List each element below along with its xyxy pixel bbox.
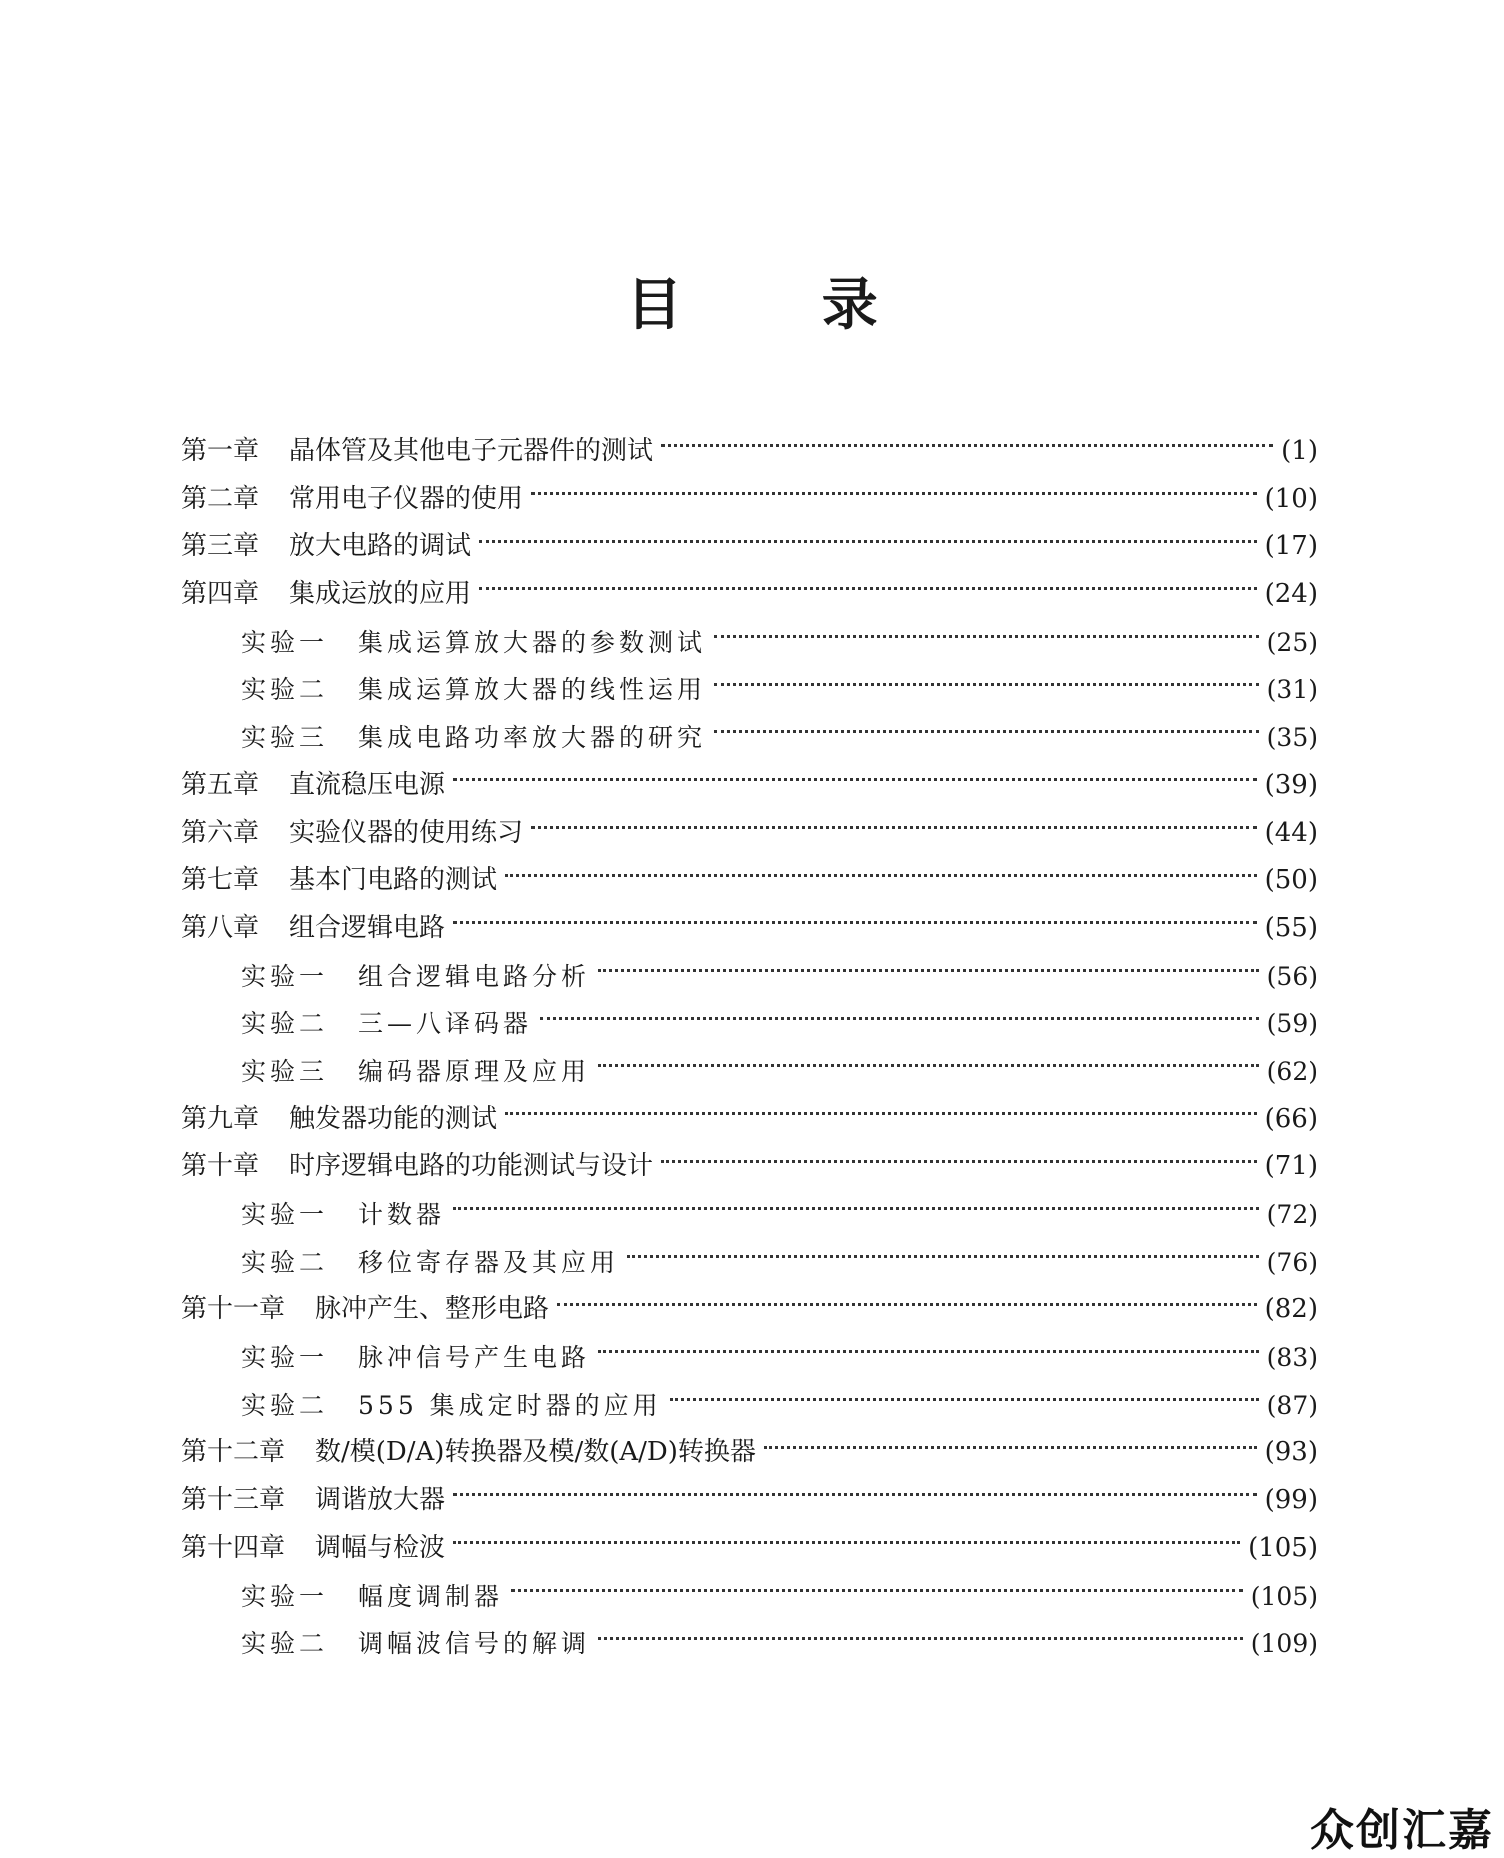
- toc-entry-number: 实验一: [241, 1200, 329, 1229]
- toc-entry-title: 直流稳压电源: [289, 769, 446, 800]
- toc-entry-number: 第一章: [181, 436, 260, 466]
- toc-entry-number: 第二章: [181, 483, 260, 514]
- toc-dot-leader: [714, 730, 1259, 733]
- toc-entry-number: 第三章: [181, 531, 260, 562]
- toc-chapter-entry[interactable]: [181, 1429, 1318, 1477]
- toc-chapter-entry[interactable]: [181, 1525, 1318, 1573]
- toc-entry-number: 实验二: [241, 1247, 329, 1277]
- toc-entry-title: 555 集成定时器的应用: [358, 1390, 662, 1420]
- toc-entry-number: 实验一: [241, 627, 329, 657]
- toc-entry-number: 第五章: [181, 769, 260, 800]
- toc-page-number: (109): [1250, 1629, 1318, 1659]
- toc-page-number: (71): [1264, 1151, 1318, 1182]
- toc-dot-leader: [479, 540, 1257, 543]
- toc-dot-leader: [557, 1303, 1257, 1306]
- toc-entry-title: 计数器: [358, 1200, 446, 1229]
- toc-dot-leader: [479, 587, 1257, 590]
- toc-dot-leader: [505, 874, 1257, 877]
- toc-dot-leader: [598, 1350, 1259, 1353]
- toc-entry-title: 组合逻辑电路: [289, 912, 446, 943]
- toc-dot-leader: [598, 1064, 1259, 1067]
- toc-chapter-entry[interactable]: [181, 905, 1318, 953]
- toc-page-number: (39): [1264, 769, 1318, 800]
- toc-entry-title: 放大电路的调试: [289, 531, 472, 562]
- toc-chapter-entry[interactable]: [181, 1477, 1318, 1525]
- toc-entry-title: 基本门电路的测试: [289, 865, 498, 896]
- toc-page-number: (35): [1266, 723, 1318, 753]
- toc-page-number: (24): [1264, 579, 1318, 610]
- toc-subentry[interactable]: [181, 619, 1318, 667]
- toc-entry-title: 幅度调制器: [358, 1581, 504, 1611]
- toc-dot-leader: [531, 492, 1257, 495]
- toc-page-number: (87): [1266, 1390, 1318, 1420]
- toc-entry-number: 第九章: [181, 1103, 260, 1134]
- toc-entry-title: 调幅与检波: [315, 1532, 446, 1563]
- toc-chapter-entry[interactable]: [181, 857, 1318, 905]
- toc-page-number: (10): [1264, 483, 1318, 514]
- toc-dot-leader: [661, 444, 1273, 447]
- toc-entry-title: 常用电子仪器的使用: [289, 483, 524, 514]
- toc-chapter-entry[interactable]: [181, 571, 1318, 619]
- toc-entry-number: 实验二: [241, 1390, 329, 1420]
- toc-entry-number: 第八章: [181, 912, 260, 943]
- toc-entry-title: 三—八译码器: [358, 1009, 533, 1039]
- toc-dot-leader: [627, 1255, 1259, 1258]
- toc-chapter-entry[interactable]: [181, 1286, 1318, 1334]
- toc-entry-number: 实验一: [241, 1581, 329, 1611]
- toc-chapter-entry[interactable]: [181, 523, 1318, 571]
- toc-page-number: (76): [1266, 1247, 1318, 1277]
- toc-dot-leader: [714, 683, 1259, 686]
- toc-dot-leader: [661, 1160, 1257, 1163]
- toc-page-number: (105): [1250, 1581, 1318, 1611]
- toc-entry-title: 集成运放的应用: [289, 579, 472, 610]
- page-title: 目 录: [626, 272, 938, 338]
- toc-dot-leader: [670, 1398, 1259, 1401]
- toc-entry-title: 脉冲产生、整形电路: [315, 1294, 550, 1325]
- toc-page-number: (31): [1266, 675, 1318, 705]
- toc-page-number: (50): [1264, 865, 1318, 896]
- toc-entry-title: 编码器原理及应用: [358, 1056, 591, 1086]
- toc-dot-leader: [714, 635, 1259, 638]
- toc-page-number: (105): [1248, 1532, 1318, 1563]
- toc-page-number: (55): [1264, 912, 1318, 943]
- toc-subentry[interactable]: [181, 1048, 1318, 1096]
- toc-entry-number: 实验一: [241, 1343, 329, 1373]
- toc-dot-leader: [505, 1112, 1257, 1115]
- toc-page-number: (82): [1264, 1294, 1318, 1325]
- toc-subentry[interactable]: [181, 1191, 1318, 1239]
- toc-dot-leader: [764, 1446, 1257, 1449]
- toc-page-number: (66): [1264, 1103, 1318, 1134]
- toc-entry-title: 集成运算放大器的参数测试: [358, 627, 707, 657]
- toc-entry-title: 调幅波信号的解调: [358, 1629, 591, 1659]
- toc-chapter-entry[interactable]: [181, 476, 1318, 524]
- toc-chapter-entry[interactable]: [181, 762, 1318, 810]
- toc-entry-title: 晶体管及其他电子元器件的测试: [289, 436, 654, 466]
- toc-entry-number: 第十四章: [181, 1532, 286, 1563]
- toc-entry-number: 实验三: [241, 1056, 329, 1086]
- toc-dot-leader: [540, 1017, 1259, 1020]
- toc-page-number: (1): [1281, 436, 1318, 466]
- toc-entry-number: 实验三: [241, 723, 329, 753]
- toc-page-number: (83): [1266, 1343, 1318, 1373]
- toc-chapter-entry[interactable]: [181, 1096, 1318, 1144]
- toc-dot-leader: [511, 1589, 1243, 1592]
- toc-page-number: (44): [1264, 817, 1318, 848]
- toc-entry-title: 实验仪器的使用练习: [289, 817, 524, 848]
- toc-page-number: (25): [1266, 627, 1318, 657]
- toc-entry-title: 集成运算放大器的线性运用: [358, 675, 707, 705]
- toc-chapter-entry[interactable]: [181, 428, 1318, 476]
- toc-subentry[interactable]: [181, 1000, 1318, 1048]
- toc-entry-title: 时序逻辑电路的功能测试与设计: [289, 1151, 654, 1182]
- toc-subentry[interactable]: [181, 1620, 1318, 1668]
- toc-page-number: (62): [1266, 1056, 1318, 1086]
- toc-dot-leader: [453, 1541, 1240, 1544]
- toc-dot-leader: [453, 921, 1257, 924]
- toc-page-number: (17): [1264, 531, 1318, 562]
- toc-entry-number: 第十一章: [181, 1294, 286, 1325]
- table-of-contents: [181, 428, 1318, 1668]
- toc-entry-number: 实验二: [241, 1629, 329, 1659]
- toc-entry-title: 数/模(D/A)转换器及模/数(A/D)转换器: [315, 1437, 756, 1468]
- toc-subentry[interactable]: [181, 1382, 1318, 1430]
- toc-dot-leader: [453, 1493, 1257, 1496]
- toc-entry-number: 实验一: [241, 961, 329, 991]
- toc-dot-leader: [453, 1207, 1259, 1210]
- toc-page-number: (59): [1266, 1009, 1318, 1039]
- toc-page-number: (93): [1264, 1437, 1318, 1468]
- toc-subentry[interactable]: [181, 714, 1318, 762]
- toc-entry-number: 第七章: [181, 865, 260, 896]
- toc-entry-number: 第六章: [181, 817, 260, 848]
- toc-page-number: (72): [1266, 1200, 1318, 1229]
- toc-entry-number: 实验二: [241, 1009, 329, 1039]
- toc-subentry[interactable]: [181, 1239, 1318, 1287]
- toc-entry-number: 第四章: [181, 579, 260, 610]
- toc-entry-title: 移位寄存器及其应用: [358, 1247, 620, 1277]
- toc-subentry[interactable]: [181, 666, 1318, 714]
- toc-chapter-entry[interactable]: [181, 1143, 1318, 1191]
- toc-dot-leader: [531, 826, 1257, 829]
- toc-subentry[interactable]: [181, 953, 1318, 1001]
- toc-subentry[interactable]: [181, 1573, 1318, 1621]
- toc-chapter-entry[interactable]: [181, 810, 1318, 858]
- toc-entry-number: 第十三章: [181, 1485, 286, 1516]
- toc-entry-number: 第十二章: [181, 1437, 286, 1468]
- toc-subentry[interactable]: [181, 1334, 1318, 1382]
- toc-entry-number: 第十章: [181, 1151, 260, 1182]
- toc-page-number: (56): [1266, 961, 1318, 991]
- toc-page-number: (99): [1264, 1485, 1318, 1516]
- toc-entry-number: 实验二: [241, 675, 329, 705]
- toc-dot-leader: [598, 1637, 1243, 1640]
- toc-entry-title: 脉冲信号产生电路: [358, 1343, 591, 1373]
- toc-dot-leader: [598, 969, 1259, 972]
- toc-entry-title: 调谐放大器: [315, 1485, 446, 1516]
- toc-dot-leader: [453, 778, 1257, 781]
- toc-entry-title: 触发器功能的测试: [289, 1103, 498, 1134]
- toc-entry-title: 组合逻辑电路分析: [358, 961, 591, 991]
- watermark-logo: 众创汇嘉: [1310, 1805, 1494, 1856]
- toc-entry-title: 集成电路功率放大器的研究: [358, 723, 707, 753]
